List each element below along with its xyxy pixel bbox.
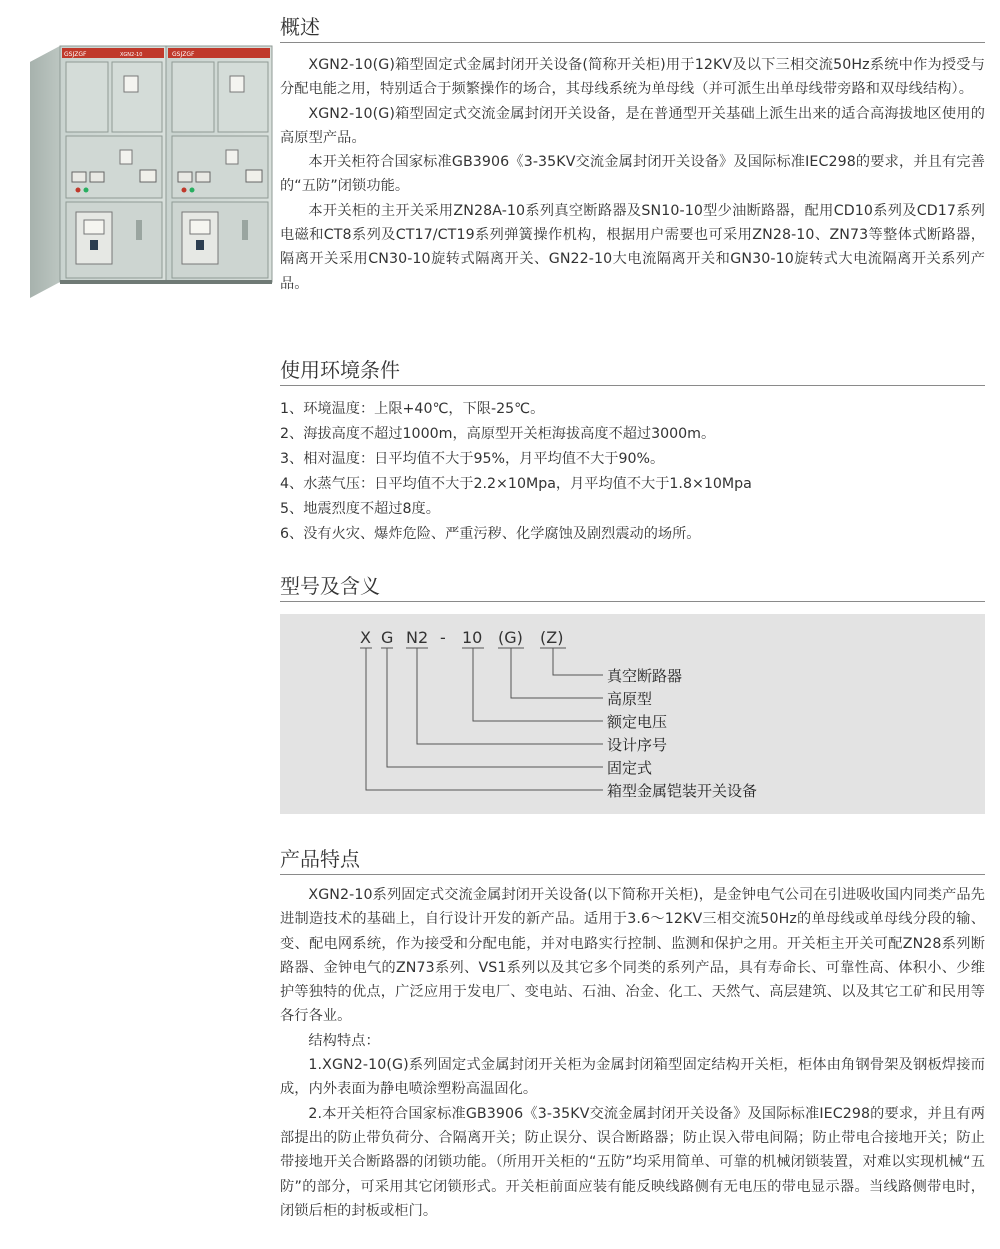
features-subheading: 结构特点：: [308, 1032, 380, 1049]
overview-paragraph: XGN2-10(G)箱型固定式金属封闭开关设备(简称开关柜)用于12KV及以下三相交流50Hz系统中作为授受与分配电能之用，特别适合于频繁操作的场合，其母线系统为单母线（并可派生出单母线带旁路和双母线结构）。: [280, 57, 985, 98]
model-label-design-number: 设计序号: [607, 736, 668, 754]
model-part-dash: -: [440, 628, 446, 647]
model-section: [280, 573, 985, 602]
model-diagram: [280, 614, 985, 814]
environment-title: 使用环境条件: [280, 357, 985, 386]
features-paragraph: XGN2-10系列固定式交流金属封闭开关设备(以下简称开关柜)，是金钟电气公司在引进吸收国内同类产品先进制造技术的基础上，自行设计开发的新产品。适用于3.6～12KV三相交流50Hz的单母线或单母线分段的输、变、配电网系统，作为接受和分配电能，并对电路实行控制、监测和保护之用。开关柜主开关可配ZN28系列断路器、金钟电气的ZN73系列、VS1系列以及其它多个同类的系列产品，具有寿命长、可靠性高、体积小、少维护等独特的优点，广泛应用于发电厂、变电站、石油、冶金、化工、天然气、高层建筑、以及其它工矿和民用等各行各业。: [280, 887, 985, 1025]
overview-paragraph: 本开关柜的主开关采用ZN28A-10系列真空断路器及SN10-10型少油断路器，配用CD10系列及CD17系列电磁和CT8系列及CT17/CT19系列弹簧操作机构，根据用户需要也可采用ZN28-10、ZN73等整体式断路器，隔离开关采用CN30-10旋转式隔离开关、GN22-10大电流隔离开关和GN30-10旋转式大电流隔离开关系列产品。: [280, 202, 985, 292]
overview-section: [280, 14, 985, 296]
model-label-plateau: 高原型: [607, 690, 653, 708]
environment-section: [280, 357, 985, 547]
overview-title: 概述: [280, 14, 985, 43]
features-section: [280, 846, 985, 1223]
cabinet-label-center: XGN2-10: [120, 52, 143, 58]
environment-item: 5、地震烈度不超过8度。: [280, 501, 440, 517]
environment-item: 1、环境温度：上限+40℃，下限-25℃。: [280, 401, 545, 417]
model-part-g: G: [381, 628, 394, 647]
environment-item: 6、没有火灾、爆炸危险、严重污秽、化学腐蚀及剧烈震动的场所。: [280, 526, 701, 542]
features-paragraph: 1.XGN2-10(G)系列固定式金属封闭开关柜为金属封闭箱型固定结构开关柜，柜体由角钢骨架及钢板焊接而成，内外表面为静电喷涂塑粉高温固化。: [280, 1057, 985, 1098]
environment-item: 4、水蒸气压：日平均值不大于2.2×10Mpa，月平均值不大于1.8×10Mpa: [280, 476, 752, 492]
model-label-rated-voltage: 额定电压: [607, 713, 668, 731]
model-part-z-suffix: (Z): [540, 628, 564, 647]
overview-paragraph: XGN2-10(G)箱型固定式交流金属封闭开关设备，是在普通型开关基础上派生出来的适合高海拔地区使用的高原型产品。: [280, 105, 985, 146]
model-label-vacuum-breaker: 真空断路器: [607, 667, 683, 685]
model-label-fixed: 固定式: [607, 759, 653, 777]
model-title: 型号及含义: [280, 573, 985, 602]
features-title: 产品特点: [280, 846, 985, 875]
features-paragraph: 2.本开关柜符合国家标准GB3906《3-35KV交流金属封闭开关设备》及国际标准IEC298的要求，并且有两部提出的防止带负荷分、合隔离开关；防止误分、误合断路器；防止误入带电间隔；防止带电合接地开关；防止带接地开关合断路器的闭锁功能。（所用开关柜的“五防”均采用简单、可靠的机械闭锁装置，对难以实现机械“五防”的部分，可采用其它闭锁形式。开关柜前面应装有能反映线路侧有无电压的带电显示器。当线路侧带电时，闭锁后柜的封板或柜门。: [280, 1105, 985, 1219]
model-label-box-type: 箱型金属铠装开关设备: [607, 782, 758, 800]
model-part-g-suffix: (G): [498, 628, 523, 647]
model-part-x: X: [360, 628, 371, 647]
switchgear-cabinet-image: [24, 40, 274, 302]
overview-paragraph: 本开关柜符合国家标准GB3906《3-35KV交流金属封闭开关设备》及国际标准IEC298的要求，并且有完善的“五防”闭锁功能。: [280, 154, 985, 195]
environment-item: 3、相对温度：日平均值不大于95%，月平均值不大于90%。: [280, 451, 665, 467]
cabinet-label-right: GSJZGF: [172, 51, 195, 58]
model-part-voltage: 10: [462, 628, 483, 647]
cabinet-label-left: GSJZGF: [64, 51, 87, 58]
model-part-n2: N2: [406, 628, 429, 647]
environment-item: 2、海拔高度不超过1000m，高原型开关柜海拔高度不超过3000m。: [280, 426, 716, 442]
